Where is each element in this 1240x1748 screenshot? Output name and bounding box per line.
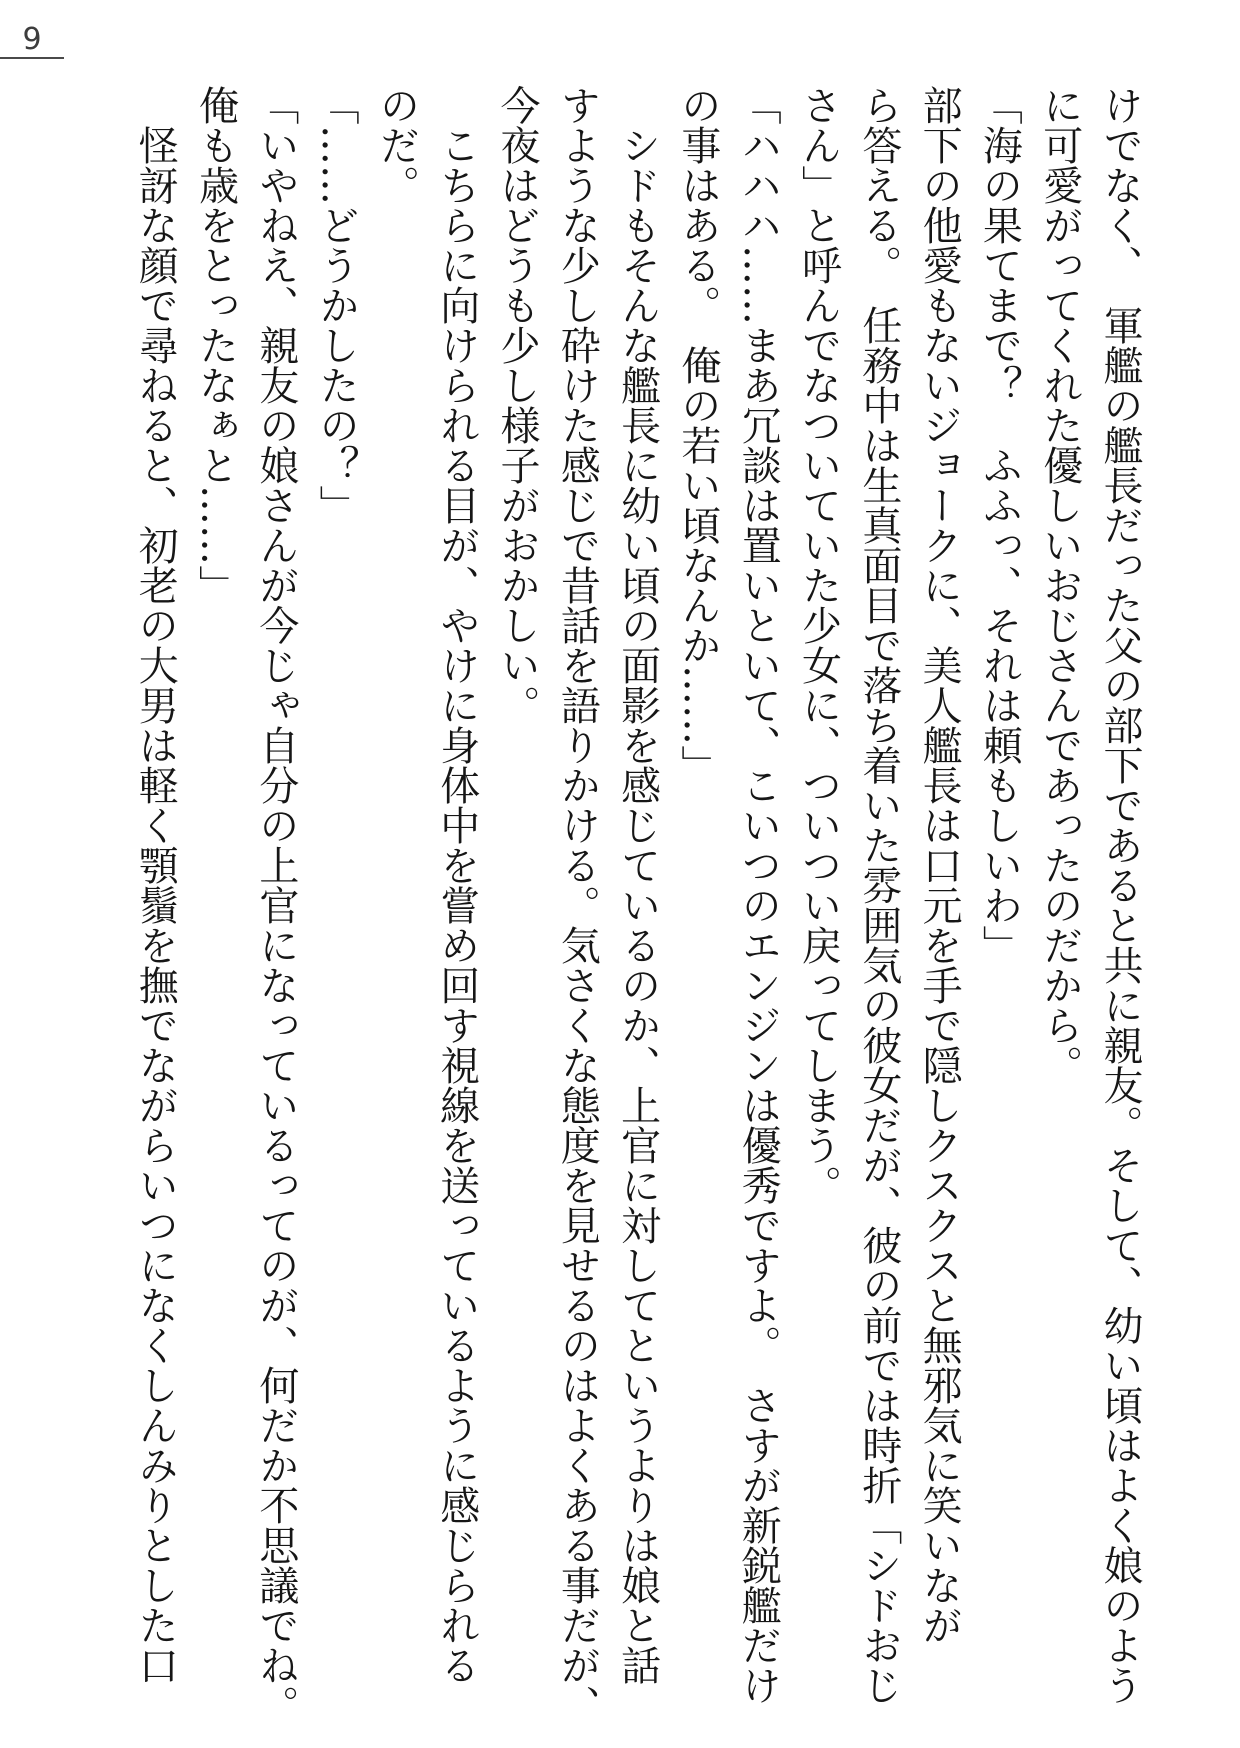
text-column: 「海の果てまで？ ふふっ、それは頼もしいわ」 [976, 85, 1023, 965]
text-column: 部下の他愛もないジョークに、美人艦長は口元を手で隠しクスクスと無邪気に笑いなが [916, 85, 963, 1645]
text-column: すような少し砕けた感じで昔話を語りかける。気さくな態度を見せるのはよくある事だが、 [554, 85, 601, 1725]
text-column: に可愛がってくれた優しいおじさんであったのだから。 [1036, 85, 1083, 1085]
text-column: の事はある。 俺の若い頃なんか……」 [674, 85, 721, 785]
page-number: 9 [22, 22, 42, 57]
text-column: ら答える。 任務中は生真面目で落ち着いた雰囲気の彼女だが、彼の前では時折「シドおじ [855, 85, 902, 1705]
text-column: けでなく、 軍艦の艦長だった父の部下であると共に親友。そして、幼い頃はよく娘のよう [1097, 85, 1143, 1705]
text-column: 「……どうかしたの？」 [313, 85, 360, 525]
text-column: シドもそんな艦長に幼い頃の面影を感じているのか、上官に対してというよりは娘と話 [614, 85, 661, 1685]
text-column: 「ハハハ……まあ冗談は置いといて、こいつのエンジンは優秀ですよ。 さすが新鋭艦だけ [735, 85, 782, 1705]
text-column: のだ。 [373, 85, 420, 205]
text-column: 怪訝な顔で尋ねると、初老の大男は軽く顎鬚を撫でながらいつになくしんみりとした口 [132, 85, 179, 1685]
text-column: 今夜はどうも少し様子がおかしい。 [494, 85, 541, 725]
text-block [125, 85, 1150, 1730]
text-column: 俺も歳をとったなぁと……」 [192, 85, 239, 605]
page-number-rule [0, 57, 64, 59]
text-column: 「いやねえ、親友の娘さんが今じゃ自分の上官になっているってのが、何だか不思議でね。 [252, 85, 299, 1725]
text-column: さん」と呼んでなついていた少女に、ついつい戻ってしまう。 [795, 85, 842, 1205]
text-column: こちらに向けられる目が、やけに身体中を嘗め回す視線を送っているように感じられる [433, 85, 480, 1685]
